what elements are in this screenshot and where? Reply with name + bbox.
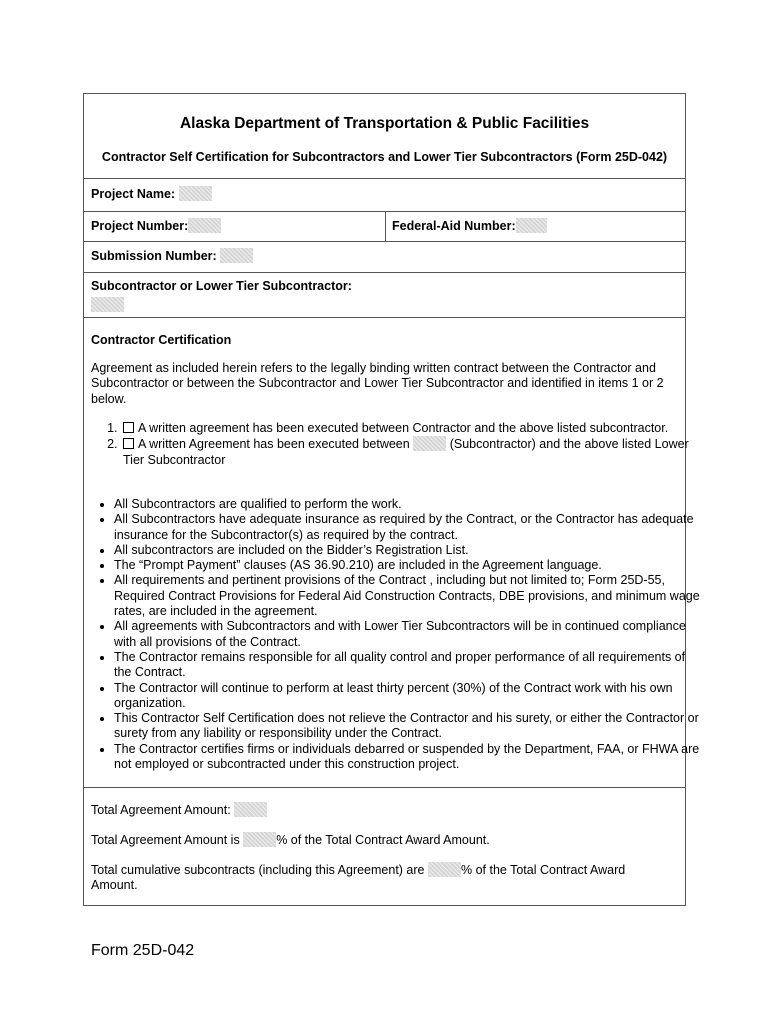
- form-subtitle: Contractor Self Certification for Subcontractors and Lower Tier Subcontractors (Form 25D-042): [101, 150, 668, 164]
- total-amount-label: Total Agreement Amount:: [91, 803, 231, 817]
- project-number-row: [84, 212, 685, 242]
- option-2-checkbox[interactable]: [123, 438, 134, 449]
- bullet-item: • All requirements and pertinent provisions of the Contract , including but not limited to; Form 25D-55, Required Contract Provisions for Federal Aid Construction Contracts, DBE provisions, and minimum wage rates, are included in the agreement.: [114, 573, 704, 619]
- project-number-field[interactable]: [188, 218, 221, 233]
- subcontractor-field[interactable]: [91, 297, 124, 312]
- bullet-item: • The “Prompt Payment” clauses (AS 36.90.210) are included in the Agreement language.: [114, 558, 704, 573]
- submission-number-row: [84, 242, 685, 273]
- agency-title: Alaska Department of Transportation & Public Facilities: [179, 115, 590, 132]
- bullet-item: • The Contractor certifies firms or individuals debarred or suspended by the Department, FAA, or FHWA are not employed or subcontracted under this construction project.: [114, 742, 704, 773]
- bullet-item: • All agreements with Subcontractors and with Lower Tier Subcontractors will be in continued compliance with all provisions of the Contract.: [114, 619, 704, 650]
- percent-field[interactable]: [243, 832, 276, 847]
- bullet-item: • The Contractor will continue to perform at least thirty percent (30%) of the Contract work with his own organization.: [114, 681, 704, 712]
- agreement-option-2: [121, 436, 711, 468]
- option-1-text: A written agreement has been executed between Contractor and the above listed subcontractor.: [138, 421, 669, 435]
- percent-label-a: Total Agreement Amount is: [91, 833, 240, 847]
- project-name-row: [84, 179, 685, 212]
- cumulative-percent-field[interactable]: [428, 862, 461, 877]
- option-2-subcontractor-field[interactable]: [413, 436, 446, 451]
- bullet-item: • All Subcontractors have adequate insurance as required by the Contract, or the Contractor has adequate insurance for the Subcontractor(s) as required by the contract.: [114, 512, 704, 543]
- bullet-item: • All Subcontractors are qualified to perform the work.: [114, 497, 704, 512]
- project-name-label: Project Name:: [91, 187, 176, 201]
- federal-aid-number-label: Federal-Aid Number:: [392, 219, 516, 233]
- option-2-text-b: (Subcontractor) and the above listed Lower Tier Subcontractor: [123, 437, 689, 467]
- project-name-field[interactable]: [179, 186, 212, 201]
- bullet-item: • All subcontractors are included on the Bidder’s Registration List.: [114, 543, 704, 558]
- form-number-footer: Form 25D-042: [91, 942, 195, 959]
- agreement-options: [91, 421, 711, 468]
- bullet-item: • This Contractor Self Certification does not relieve the Contractor and his surety, or either the Contractor or surety from any liability or responsibility under the Contract.: [114, 711, 704, 742]
- subcontractor-row: [84, 273, 685, 318]
- option-1-checkbox[interactable]: [123, 422, 134, 433]
- subcontractor-label: Subcontractor or Lower Tier Subcontractor:: [91, 279, 352, 293]
- total-amount-field[interactable]: [234, 802, 267, 817]
- cumulative-label-b: % of the Total Contract Award Amount.: [91, 863, 626, 893]
- form-header: [84, 94, 685, 179]
- bullet-item: • The Contractor remains responsible for all quality control and proper performance of all requirements of the Contract.: [114, 650, 704, 681]
- certification-bullets: [91, 497, 704, 772]
- certification-form: [83, 93, 700, 906]
- agreement-option-1: [121, 421, 711, 436]
- submission-number-field[interactable]: [220, 248, 253, 263]
- cumulative-label-a: Total cumulative subcontracts (including this Agreement) are: [91, 863, 425, 877]
- submission-number-label: Submission Number:: [91, 249, 217, 263]
- certification-heading: Contractor Certification: [91, 333, 232, 347]
- certification-intro: Agreement as included herein refers to the legally binding written contract between the Contractor and Subcontractor or between the Subcontractor and Lower Tier Subcontractor and identified in items 1 or 2 below.: [91, 361, 664, 406]
- percent-label-b: % of the Total Contract Award Amount.: [276, 833, 490, 847]
- section-divider: [84, 787, 685, 788]
- federal-aid-number-field[interactable]: [516, 218, 547, 233]
- column-divider: [385, 212, 386, 241]
- option-2-text-a: A written Agreement has been executed between: [138, 437, 410, 452]
- project-number-label: Project Number:: [91, 219, 189, 233]
